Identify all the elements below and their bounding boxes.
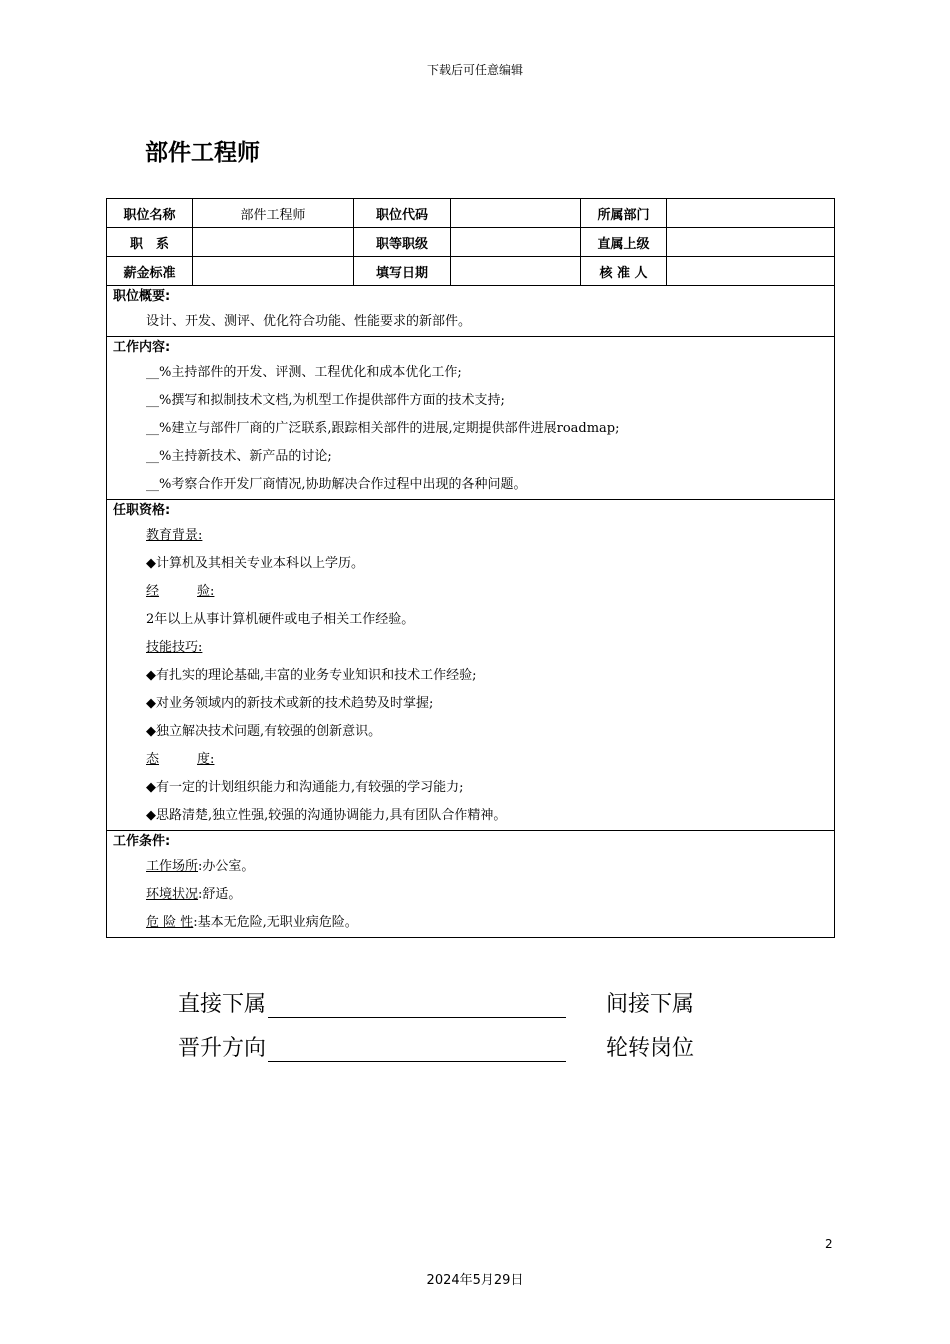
- duty-item: __%主持部件的开发、评测、工程优化和成本优化工作;: [146, 365, 462, 380]
- skills-label: 技能技巧:: [146, 640, 203, 655]
- duty-item: __%建立与部件厂商的广泛联系,跟踪相关部件的进展,定期提供部件进展roadmap;: [146, 421, 620, 436]
- fill-date-value: [451, 257, 581, 286]
- duty-item: __%考察合作开发厂商情况,协助解决合作过程中出现的各种问题。: [146, 477, 527, 492]
- place-label: 工作场所: [146, 859, 199, 874]
- skills-item: ◆独立解决技术问题,有较强的创新意识。: [146, 724, 382, 739]
- department-value: [667, 199, 835, 228]
- qualifications-title: 任职资格:: [113, 503, 171, 518]
- direct-reports-line: [178, 987, 695, 1018]
- promotion-label: 晋升方向: [178, 1036, 267, 1061]
- direct-reports-label: 直接下属: [178, 992, 267, 1017]
- qualifications-row: [107, 500, 835, 831]
- attitude-label: 态 度:: [146, 752, 215, 767]
- duties-row: [107, 337, 835, 500]
- position-name-label: 职位名称: [107, 199, 193, 228]
- salary-value: [193, 257, 354, 286]
- conditions-title: 工作条件:: [113, 834, 171, 849]
- place-value: :办公室。: [198, 859, 255, 874]
- series-label: 职 系: [107, 228, 193, 257]
- experience-item: 2年以上从事计算机硬件或电子相关工作经验。: [146, 612, 415, 627]
- position-code-label: 职位代码: [354, 199, 451, 228]
- promotion-line: [178, 1031, 695, 1062]
- rotation-label: 轮转岗位: [606, 1036, 695, 1061]
- attitude-item: ◆有一定的计划组织能力和沟通能力,有较强的学习能力;: [146, 780, 464, 795]
- series-value: [193, 228, 354, 257]
- page-number: 2: [825, 1237, 833, 1251]
- environment-value: :舒适。: [198, 887, 242, 902]
- risk-value: :基本无危险,无职业病危险。: [193, 915, 358, 930]
- duties-section: [107, 337, 835, 500]
- attitude-item: ◆思路清楚,独立性强,较强的沟通协调能力,具有团队合作精神。: [146, 808, 507, 823]
- supervisor-value: [667, 228, 835, 257]
- experience-label: 经 验:: [146, 584, 215, 599]
- position-code-value: [451, 199, 581, 228]
- duty-item: __%撰写和拟制技术文档,为机型工作提供部件方面的技术支持;: [146, 393, 505, 408]
- fill-date-label: 填写日期: [354, 257, 451, 286]
- salary-label: 薪金标准: [107, 257, 193, 286]
- approver-label: 核 准 人: [581, 257, 667, 286]
- page-title: 部件工程师: [145, 140, 260, 166]
- overview-row: [107, 286, 835, 337]
- skills-item: ◆对业务领域内的新技术或新的技术趋势及时掌握;: [146, 696, 434, 711]
- skills-item: ◆有扎实的理论基础,丰富的业务专业知识和技术工作经验;: [146, 668, 477, 683]
- conditions-row: [107, 831, 835, 938]
- overview-text: 设计、开发、测评、优化符合功能、性能要求的新部件。: [146, 314, 472, 329]
- duty-item: __%主持新技术、新产品的讨论;: [146, 449, 332, 464]
- direct-reports-blank: [268, 995, 566, 1018]
- grade-value: [451, 228, 581, 257]
- risk-label: 危 险 性: [146, 915, 194, 930]
- department-label: 所属部门: [581, 199, 667, 228]
- info-row-3: [107, 257, 835, 286]
- info-row-2: [107, 228, 835, 257]
- header-note: 下载后可任意编辑: [426, 63, 523, 77]
- conditions-section: [107, 831, 835, 938]
- info-row-1: [107, 199, 835, 228]
- footer-date: 2024年5月29日: [426, 1273, 524, 1288]
- approver-value: [667, 257, 835, 286]
- indirect-reports-label: 间接下属: [606, 992, 695, 1017]
- environment-label: 环境状况: [146, 887, 199, 902]
- job-description-table: [106, 198, 835, 938]
- promotion-blank: [268, 1039, 566, 1062]
- overview-section: [107, 286, 835, 337]
- overview-title: 职位概要:: [113, 289, 171, 304]
- supervisor-label: 直属上级: [581, 228, 667, 257]
- position-name-value: 部件工程师: [193, 199, 354, 228]
- duties-title: 工作内容:: [113, 340, 171, 355]
- grade-label: 职等职级: [354, 228, 451, 257]
- qualifications-section: [107, 500, 835, 831]
- education-item: ◆计算机及其相关专业本科以上学历。: [146, 556, 364, 571]
- education-label: 教育背景:: [146, 528, 203, 543]
